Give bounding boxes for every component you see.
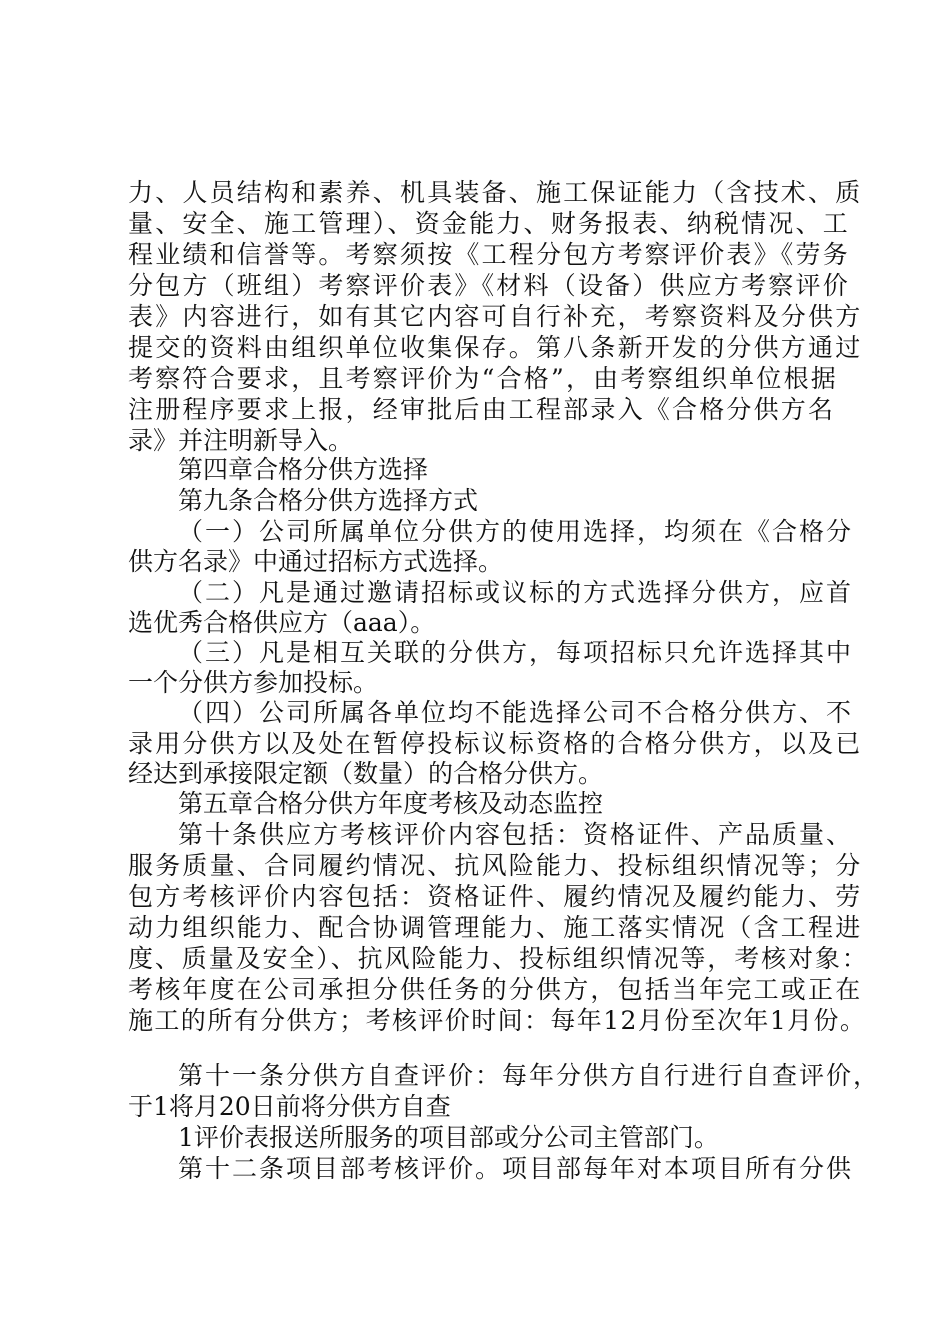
text-line: 包方考核评价内容包括：资格证件、履约情况及履约能力、劳 [128,882,863,911]
text-line: 1评价表报送所服务的项目部或分公司主管部门。 [178,1123,719,1152]
text-line: （二）凡是通过邀请招标或议标的方式选择分供方，应首 [178,578,854,607]
text-line: 录用分供方以及处在暂停投标议标资格的合格分供方，以及已 [128,729,863,758]
text-line: 选优秀合格供应方（aaa）。 [128,608,436,637]
text-line: 第十二条项目部考核评价。项目部每年对本项目所有分供 [178,1154,854,1183]
text-line: 供方名录》中通过招标方式选择。 [128,547,504,576]
text-line: 度、质量及安全）、抗风险能力、投标组织情况等，考核对象： [128,944,869,973]
text-line: 服务质量、合同履约情况、抗风险能力、投标组织情况等；分 [128,851,863,880]
text-line: 动力组织能力、配合协调管理能力、施工落实情况（含工程进 [128,913,863,942]
text-line: 第十一条分供方自查评价：每年分供方自行进行自查评价， [178,1061,881,1090]
chapter-heading: 第四章合格分供方选择 [178,455,429,484]
text-line: 考核年度在公司承担分供任务的分供方，包括当年完工或正在 [128,975,863,1004]
text-line: 施工的所有分供方；考核评价时间：每年12月份至次年1月份。 [128,1006,867,1035]
text-line: 经达到承接限定额（数量）的合格分供方。 [128,759,604,788]
article-heading: 第九条合格分供方选择方式 [178,486,479,515]
text-line: （一）公司所属单位分供方的使用选择，均须在《合格分 [178,517,854,546]
text-line: 程业绩和信誉等。考察须按《工程分包方考察评价表》《劳务 [128,240,850,269]
text-line: （三）凡是相互关联的分供方，每项招标只允许选择其中 [178,638,854,667]
text-line: 第十条供应方考核评价内容包括：资格证件、产品质量、 [178,820,854,849]
text-line: 力、人员结构和素养、机具装备、施工保证能力（含技术、质 [128,178,863,207]
text-line: 于1将月20日前将分供方自查 [128,1092,451,1121]
text-line: 量、安全、施工管理）、资金能力、财务报表、纳税情况、工 [128,209,850,238]
text-line: 表》内容进行，如有其它内容可自行补充，考察资料及分供方 [128,302,863,331]
text-line: 分包方（班组）考察评价表》《材料（设备）供应方考察评价 [128,271,850,300]
text-line: 注册程序要求上报，经审批后由工程部录入《合格分供方名 [128,395,836,424]
text-line: 考察符合要求，且考察评价为“合格”，由考察组织单位根据 [128,364,838,393]
chapter-heading: 第五章合格分供方年度考核及动态监控 [178,789,604,818]
text-line: 一个分供方参加投标。 [128,668,379,697]
text-line: （四）公司所属各单位均不能选择公司不合格分供方、不 [178,698,854,727]
text-line: 录》并注明新导入。 [128,426,354,455]
text-line: 提交的资料由组织单位收集保存。第八条新开发的分供方通过 [128,333,863,362]
